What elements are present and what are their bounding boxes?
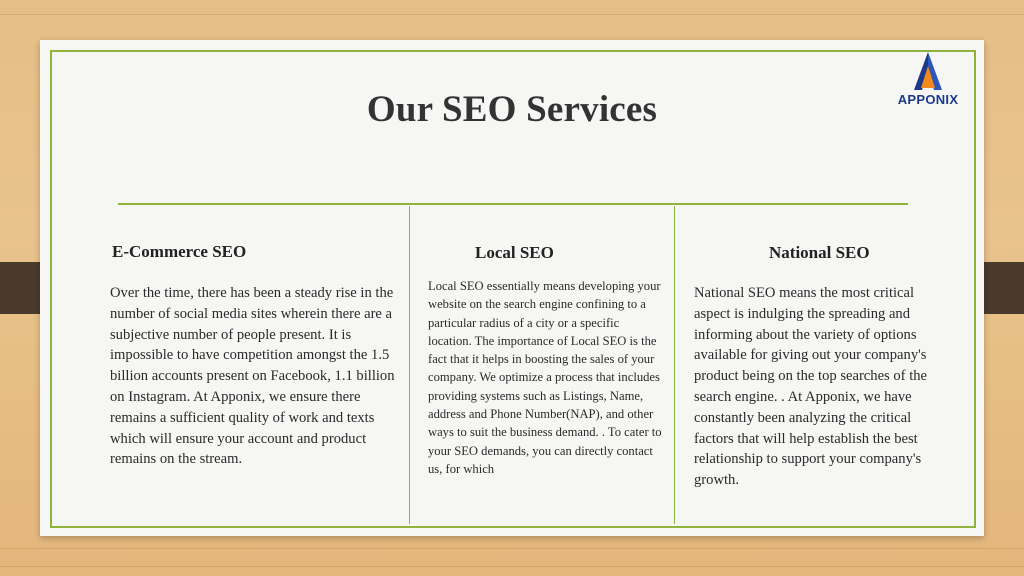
local-seo-text: Local SEO essentially means developing your website on the search engine confining to a particular radius of a city or a specific location. The importance of Local SEO is the fact that it helps in boosting the sales of your company. We optimize a process that includes providing systems such as Listings, Name, address and Phone Number(NAP), and other ways to suit the business demand. . To cater to your SEO demands, you can directly contact us, for which [428, 279, 662, 476]
ecommerce-seo-heading: E-Commerce SEO [112, 242, 247, 261]
local-seo-heading: Local SEO [475, 243, 554, 262]
page-title: Our SEO Services [366, 89, 658, 130]
apponix-logo-icon [914, 52, 942, 90]
ecommerce-seo-text: Over the time, there has been a steady rise in the number of social media sites wherein there are a subjective number of people present. It is impossible to have competition amongst the 1.5 billion accounts present on Facebook, 1.1 billion on Instagram. At Apponix, we ensure there remains a sufficient quality of work and texts which will ensure your account and product remains on the stream. [110, 285, 395, 468]
national-seo-text: National SEO means the most critical aspect is indulging the spreading and informing about the variety of options available for giving out your company's product being on the top searches of the search engine. . At Apponix, we have constantly been analyzing the critical factors that will help establish the best relationship to support your company's growth. [694, 285, 928, 489]
column-divider-2 [674, 206, 675, 524]
column-divider-1 [409, 206, 410, 524]
brand-name: APPONIX [897, 92, 959, 107]
national-seo-heading: National SEO [769, 243, 870, 262]
title-divider [118, 203, 908, 205]
